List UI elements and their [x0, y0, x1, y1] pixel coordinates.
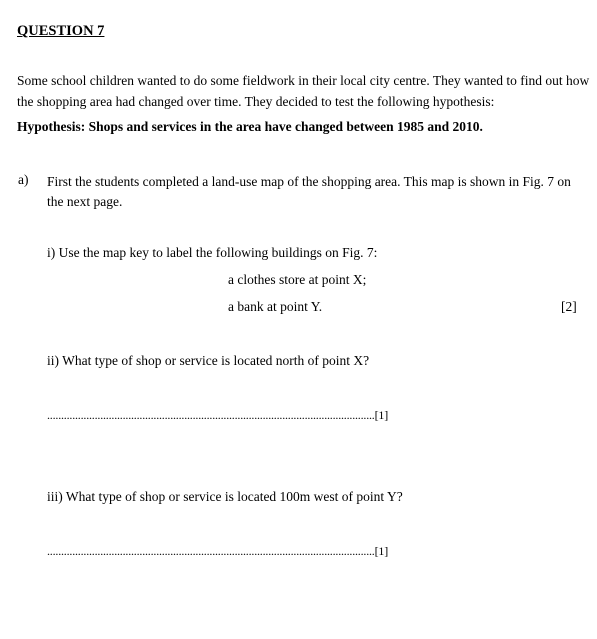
part-a-letter: a)	[18, 172, 29, 187]
part-i-item-bank: a bank at point Y.	[228, 299, 323, 314]
part-i-question: i) Use the map key to label the following buildings on Fig. 7:	[47, 245, 378, 260]
part-i-marks: [2]	[561, 299, 577, 314]
question-title: QUESTION 7	[17, 23, 105, 39]
part-ii-question: ii) What type of shop or service is located north of point X?	[47, 353, 370, 368]
part-a-text: First the students completed a land-use map of the shopping area. This map is shown in Fig. 7 on the next page.	[47, 174, 571, 209]
intro-paragraph: Some school children wanted to do some fieldwork in their local city centre. They wanted to find out how the shopping area had changed over time. They decided to test the following hypothesis:	[17, 73, 590, 109]
part-i-item-clothes-store: a clothes store at point X;	[228, 272, 367, 287]
hypothesis-statement: Hypothesis: Shops and services in the area have changed between 1985 and 2010.	[17, 119, 483, 134]
part-iii-answer-line[interactable]: .....................................................................................................................[1]	[47, 544, 388, 558]
part-iii-question: iii) What type of shop or service is located 100m west of point Y?	[47, 489, 403, 504]
part-ii-answer-line[interactable]: .....................................................................................................................[1]	[47, 408, 388, 422]
